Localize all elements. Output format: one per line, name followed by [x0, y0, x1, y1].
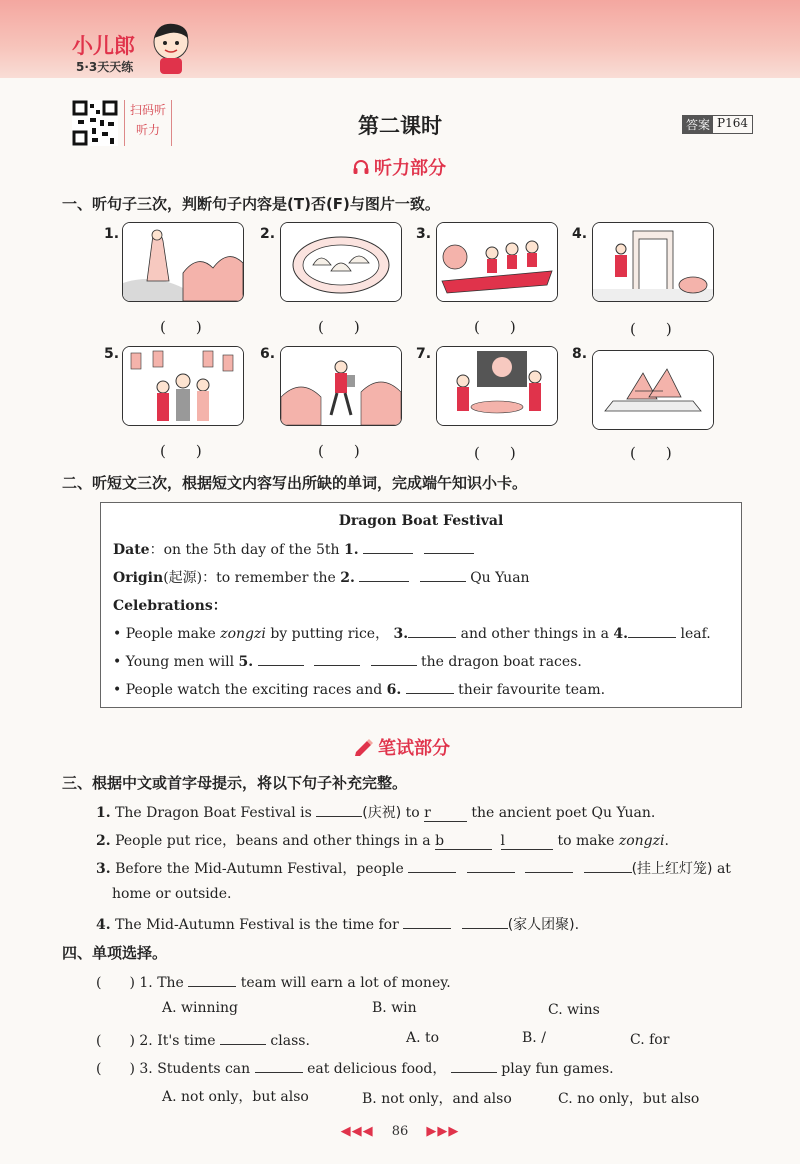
zongzi-word: zongzi — [220, 626, 266, 642]
sentence-number: 2. — [96, 833, 111, 849]
answer-parentheses[interactable]: ( ) — [630, 320, 672, 338]
mascot-icon — [148, 20, 194, 76]
option-a[interactable]: A. not only，but also — [162, 1089, 309, 1105]
part4-instruction: 四、单项选择。 — [62, 944, 168, 962]
letter-blank[interactable] — [501, 833, 553, 850]
letter-blank[interactable] — [435, 833, 492, 850]
question-stem: 3. Students can — [139, 1061, 251, 1077]
part2-instruction: 二、听短文三次，根据短文内容写出所缺的单词，完成端午知识小卡。 — [62, 474, 528, 492]
answer-parentheses[interactable]: ( ) — [96, 975, 135, 991]
chinese-hint: (庆祝) — [362, 805, 402, 821]
answer-blank[interactable] — [424, 539, 474, 554]
answer-blank[interactable] — [359, 567, 409, 582]
card-bullet-3 — [113, 679, 605, 698]
chinese-hint: (挂上红灯笼) — [631, 861, 713, 877]
blank-number: 5. — [238, 654, 254, 670]
listening-section-heading — [352, 154, 446, 180]
option-a[interactable]: A. winning — [162, 1000, 238, 1016]
answer-blank[interactable] — [584, 858, 632, 873]
brand-series: 5·3天天练 — [76, 60, 134, 74]
sentence-text: The Dragon Boat Festival is — [115, 805, 312, 821]
letter-blank[interactable] — [424, 805, 467, 822]
item-number: 3. — [416, 226, 432, 242]
answer-blank[interactable] — [406, 679, 454, 694]
picture-house-door — [592, 222, 714, 302]
answer-parentheses[interactable]: ( ) — [318, 442, 360, 460]
answer-parentheses[interactable]: ( ) — [318, 318, 360, 336]
sentence-number: 3. — [96, 861, 111, 877]
answer-blank[interactable] — [451, 1058, 497, 1073]
answer-blank[interactable] — [363, 539, 413, 554]
answer-reference — [682, 115, 753, 134]
answer-blank[interactable] — [525, 858, 573, 873]
sentence-text: at — [716, 861, 731, 877]
listening-heading-text: 听力部分 — [374, 158, 446, 179]
question-stem: class. — [270, 1033, 310, 1049]
card-bullet-2 — [113, 651, 582, 670]
part3-sentence-4 — [96, 914, 579, 934]
first-letter-hint: b — [435, 833, 445, 849]
mc-question-3 — [96, 1058, 614, 1078]
origin-end: Qu Yuan — [470, 570, 530, 586]
page-number: 86 — [391, 1124, 409, 1139]
item-number: 8. — [572, 346, 588, 362]
answer-blank[interactable] — [408, 858, 456, 873]
part3-sentence-3 — [96, 858, 731, 878]
item-number: 2. — [260, 226, 276, 242]
answer-tag: 答案 — [683, 116, 713, 133]
bullet-text: the dragon boat races. — [420, 654, 582, 670]
part3-sentence-2 — [96, 830, 669, 850]
bullet-text: by putting rice， — [270, 626, 390, 642]
answer-blank[interactable] — [371, 651, 417, 666]
sentence-text: . — [664, 833, 669, 849]
blank-number: 4. — [613, 626, 629, 642]
item-number: 5. — [104, 346, 120, 362]
card-date-line — [113, 539, 474, 559]
first-letter-hint: r — [424, 805, 431, 821]
bullet-text: • Young men will — [113, 654, 235, 670]
answer-page: P164 — [717, 116, 748, 130]
answer-blank[interactable] — [220, 1030, 266, 1045]
picture-lantern-family — [122, 346, 244, 426]
next-arrows-icon: ▶▶▶ — [426, 1124, 460, 1139]
page-footer — [0, 1124, 800, 1139]
card-origin-line — [113, 567, 530, 587]
chinese-hint: (家人团聚). — [507, 917, 580, 933]
card-bullet-1 — [113, 623, 711, 643]
mc-question-2 — [96, 1030, 310, 1050]
answer-parentheses[interactable]: ( ) — [96, 1061, 135, 1077]
answer-blank[interactable] — [316, 802, 362, 817]
date-label: Date — [113, 542, 150, 558]
knowledge-card — [100, 502, 742, 708]
bullet-text: and other things in a — [460, 626, 609, 642]
answer-parentheses[interactable]: ( ) — [160, 442, 202, 460]
written-section-heading — [354, 734, 450, 760]
sentence-number: 1. — [96, 805, 111, 821]
sentence-continuation: home or outside. — [112, 886, 232, 902]
bullet-text: their favourite team. — [458, 682, 606, 698]
answer-parentheses[interactable]: ( ) — [474, 318, 516, 336]
sentence-text: to make — [557, 833, 615, 849]
sentence-text: Before the Mid-Autumn Festival，people — [115, 861, 404, 877]
picture-moon-family — [436, 346, 558, 426]
first-letter-hint: l — [500, 833, 506, 849]
option-b[interactable]: B. not only，and also — [362, 1091, 512, 1107]
answer-blank[interactable] — [188, 972, 236, 987]
blank-number: 2. — [340, 570, 355, 586]
option-b[interactable]: B. win — [372, 1000, 417, 1016]
date-text: ：on the 5th day of the 5th — [149, 542, 340, 558]
card-title: Dragon Boat Festival — [338, 513, 504, 529]
celebrations-label: Celebrations — [113, 598, 213, 614]
zongzi-word: zongzi — [618, 833, 665, 849]
item-number: 7. — [416, 346, 432, 362]
brand-name: 小儿郎 — [72, 34, 135, 58]
bullet-text: • People watch the exciting races and — [113, 682, 383, 698]
written-heading-text: 笔试部分 — [378, 738, 450, 759]
question-stem: team will earn a lot of money. — [240, 975, 451, 991]
sentence-text: People put rice，beans and other things in a — [115, 833, 431, 849]
answer-blank[interactable] — [403, 914, 451, 929]
answer-blank[interactable] — [258, 651, 304, 666]
item-number: 4. — [572, 226, 588, 242]
sentence-text: to — [405, 805, 420, 821]
option-c[interactable]: C. no only，but also — [558, 1091, 700, 1107]
picture-dumplings — [280, 222, 402, 302]
blank-number: 3. — [393, 626, 409, 642]
picture-dragon-boat — [436, 222, 558, 302]
scan-to-listen-label[interactable]: 扫码听听力 — [124, 100, 172, 146]
answer-parentheses[interactable]: ( ) — [96, 1033, 135, 1049]
sentence-number: 4. — [96, 917, 111, 933]
sentence-text: the ancient poet Qu Yuan. — [471, 805, 656, 821]
card-celebrations-line: Celebrations： — [113, 598, 227, 614]
answer-parentheses[interactable]: ( ) — [630, 444, 672, 462]
answer-blank[interactable] — [467, 858, 515, 873]
bullet-text: • People make — [113, 626, 216, 642]
answer-blank[interactable] — [420, 567, 466, 582]
mc-question-1 — [96, 972, 451, 992]
answer-blank[interactable] — [408, 623, 456, 638]
answer-parentheses[interactable]: ( ) — [474, 444, 516, 462]
question-stem: 1. The — [139, 975, 184, 991]
origin-label: Origin — [113, 570, 164, 586]
part1-instruction: 一、听句子三次，判断句子内容是(T)否(F)与图片一致。 — [62, 195, 440, 213]
answer-blank[interactable] — [628, 623, 676, 638]
option-c[interactable]: C. wins — [548, 1002, 600, 1018]
question-stem: eat delicious food， — [307, 1061, 447, 1077]
sentence-text: The Mid-Autumn Festival is the time for — [115, 917, 399, 933]
item-number: 6. — [260, 346, 276, 362]
origin-cn: (起源) — [163, 570, 203, 586]
prev-arrows-icon: ◀◀◀ — [340, 1124, 374, 1139]
answer-parentheses[interactable]: ( ) — [160, 318, 202, 336]
option-a[interactable]: A. to — [406, 1030, 440, 1046]
origin-text: ：to remember the — [202, 570, 336, 586]
part3-sentence-1 — [96, 802, 655, 822]
blank-number: 1. — [343, 542, 359, 558]
picture-hiking — [280, 346, 402, 426]
headphones-icon — [352, 158, 370, 176]
question-stem: 2. It's time — [139, 1033, 216, 1049]
question-stem: play fun games. — [501, 1061, 614, 1077]
answer-blank[interactable] — [314, 651, 360, 666]
lesson-title: 第二课时 — [358, 114, 442, 138]
part3-instruction: 三、根据中文或首字母提示，将以下句子补充完整。 — [62, 774, 408, 792]
option-b[interactable]: B. / — [522, 1030, 546, 1046]
option-c[interactable]: C. for — [630, 1032, 670, 1048]
picture-chang-e — [122, 222, 244, 302]
answer-blank[interactable] — [462, 914, 508, 929]
bullet-text: leaf. — [680, 626, 711, 642]
item-number: 1. — [104, 226, 120, 242]
pencil-icon — [354, 738, 374, 756]
blank-number: 6. — [386, 682, 402, 698]
answer-blank[interactable] — [255, 1058, 303, 1073]
picture-zongzi — [592, 350, 714, 430]
